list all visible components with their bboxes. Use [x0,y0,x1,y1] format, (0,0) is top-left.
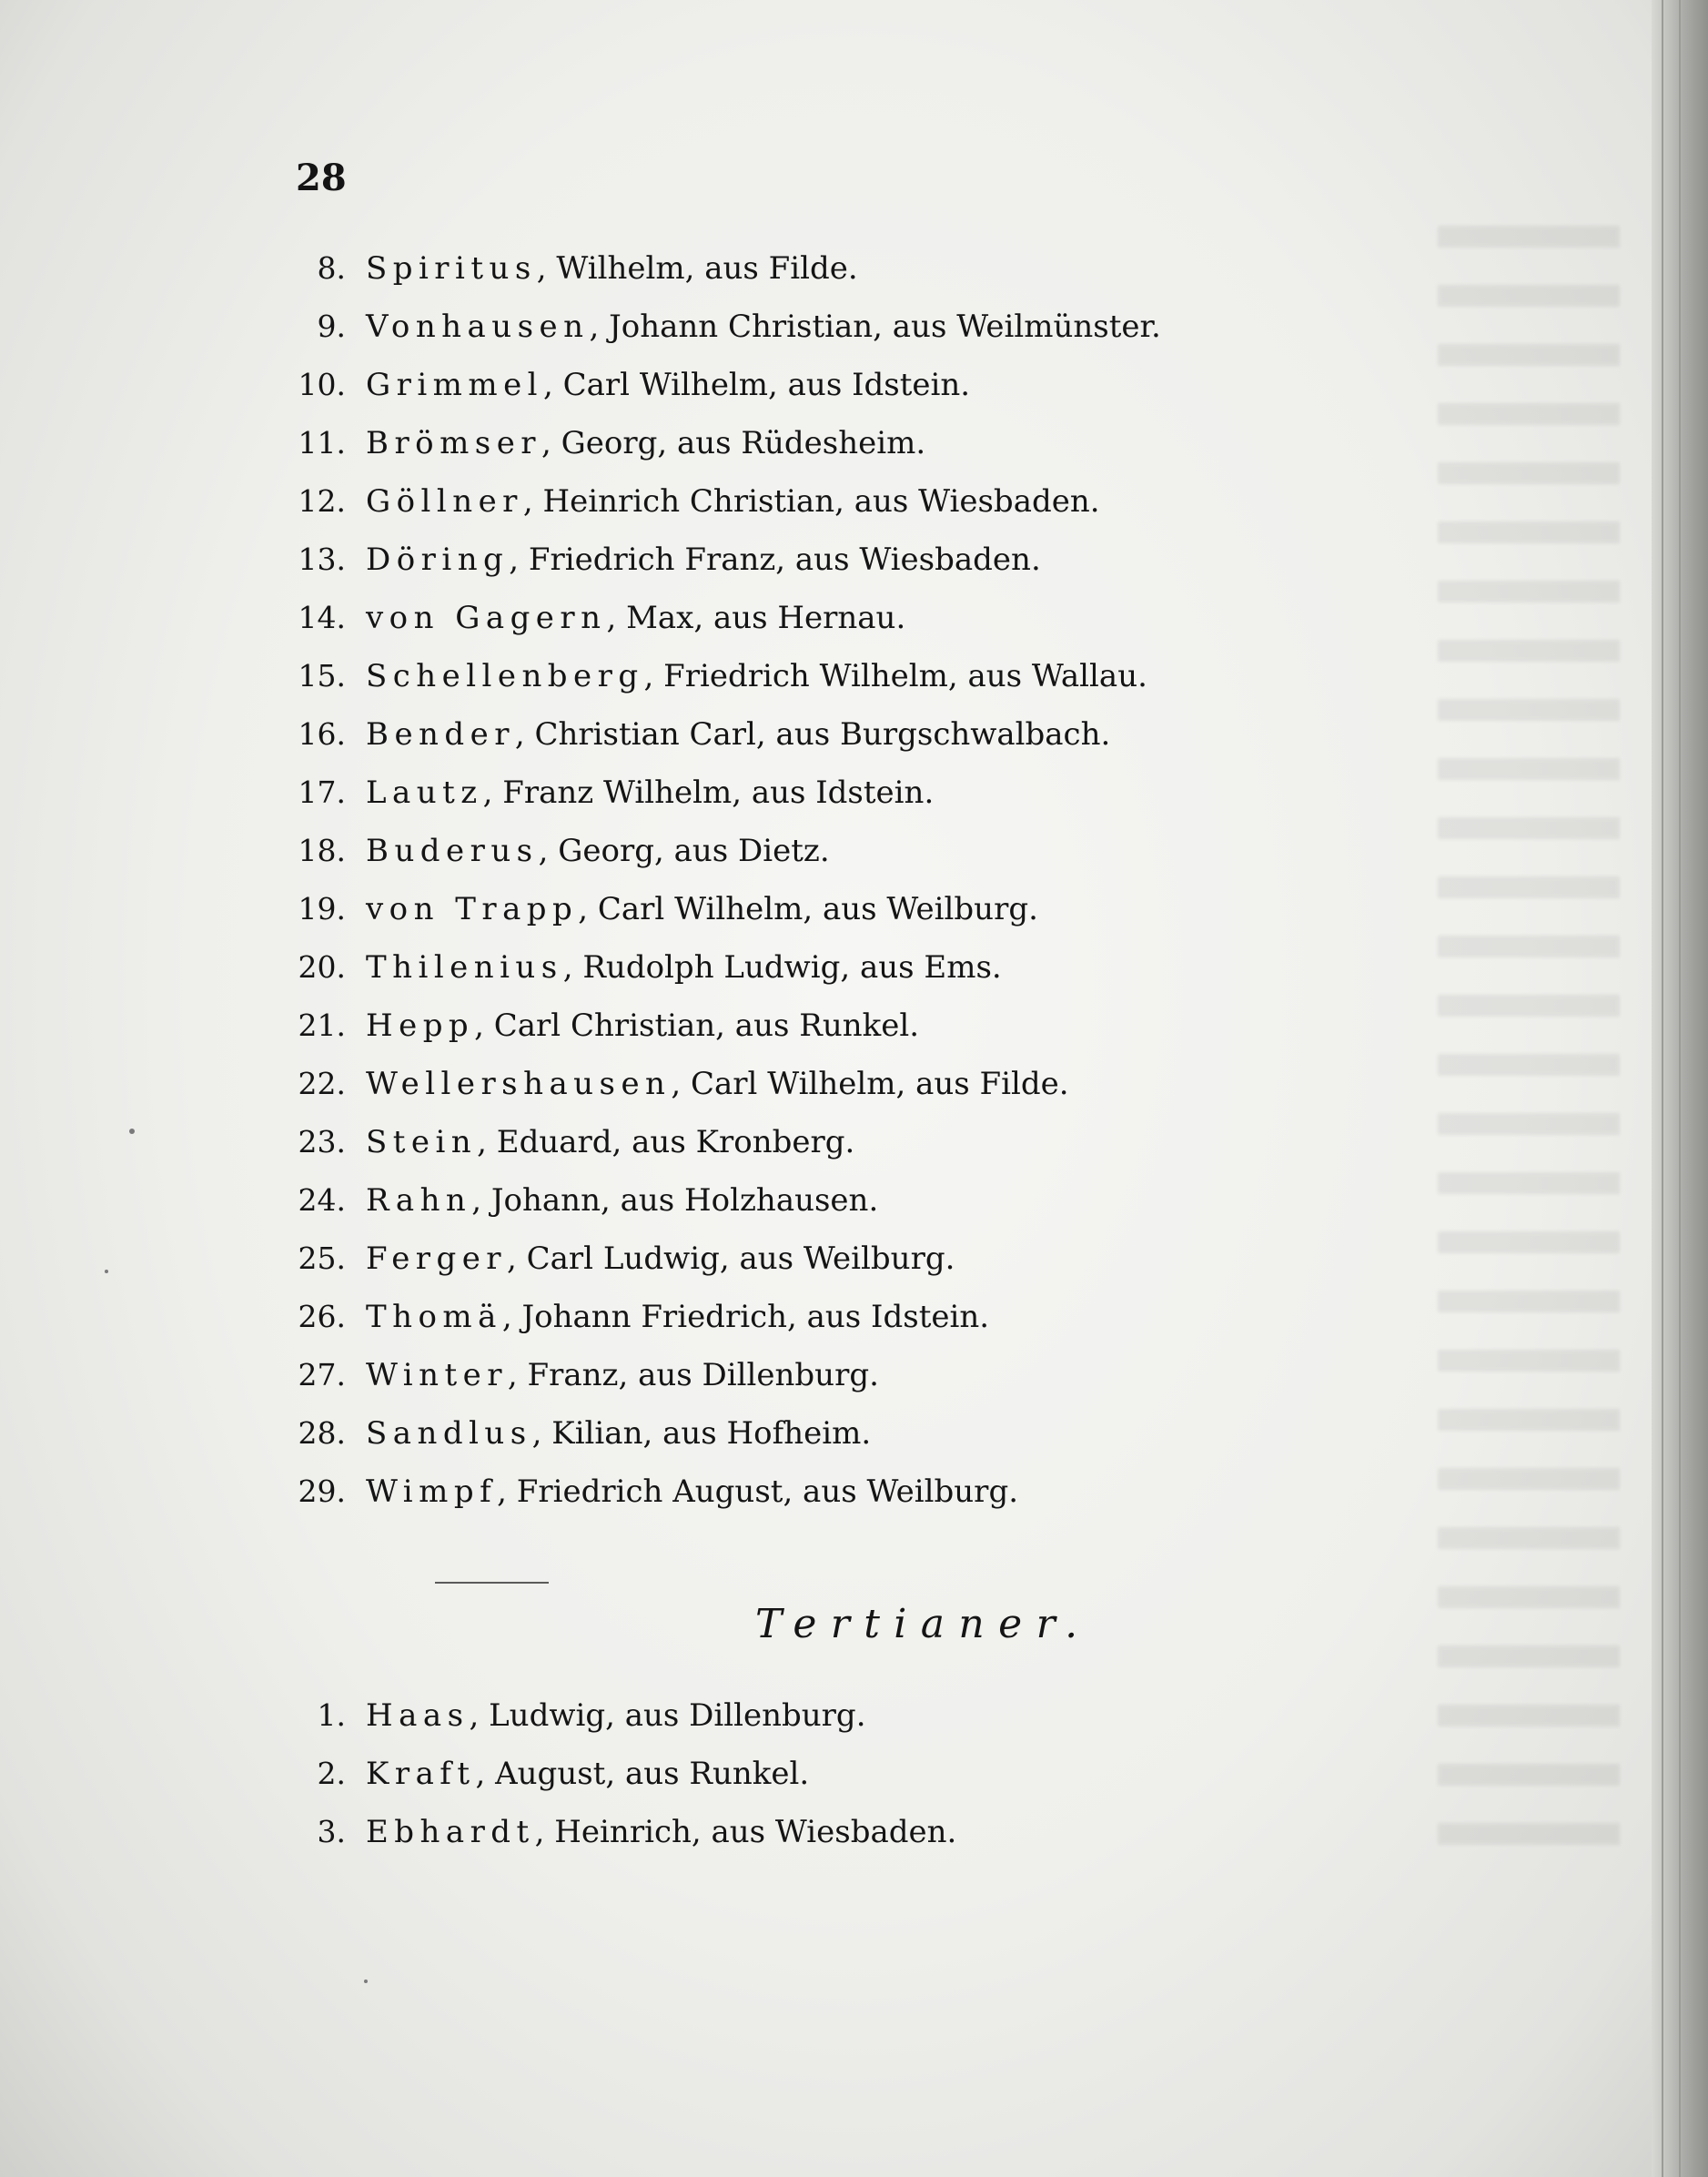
entry-details: , Eduard, aus Kronberg. [477,1124,855,1160]
list-item [273,1352,879,1398]
paper-speck [364,1980,368,1983]
entry-surname: Grimmel [366,367,543,403]
entry-number: 3. [317,1814,346,1849]
list-item [273,1469,1018,1514]
entry-surname: Buderus [366,833,539,869]
entry-surname: Brömser [366,425,541,461]
list-item [273,362,970,408]
section-heading: Tertianer. [755,1601,1092,1647]
entry-details: , Rudolph Ludwig, aus Ems. [562,949,1002,986]
list-item [273,712,1110,757]
bleed-through-text [1438,226,1620,1864]
entry-number: 9. [317,309,346,344]
entry-number: 17. [298,775,346,810]
page-edge-line [1679,0,1681,2177]
entry-surname: Thomä [366,1299,502,1335]
list-item [273,479,1100,524]
entry-surname: Bender [366,716,515,753]
entry-number: 27. [298,1357,346,1392]
entry-surname: Winter [366,1357,508,1393]
entry-surname: von Trapp [366,891,579,927]
paper-speck [105,1270,108,1273]
entry-surname: Göllner [366,483,523,520]
entry-number: 11. [298,425,346,461]
entry-surname: Thilenius [366,949,563,986]
section-divider [435,1582,549,1584]
entry-number: 18. [298,833,346,868]
entry-number: 25. [298,1240,346,1276]
entry-number: 14. [298,600,346,635]
list-item [273,770,934,815]
entry-surname: Schellenberg [366,658,644,694]
entry-number: 23. [298,1124,346,1159]
entry-details: , Carl Wilhelm, aus Idstein. [542,367,971,403]
list-item [273,828,830,874]
list-item [273,886,1038,932]
entry-details: , Franz Wilhelm, aus Idstein. [482,775,935,811]
entry-details: , Friedrich August, aus Weilburg. [497,1473,1019,1510]
entry-details: , Johann Friedrich, aus Idstein. [501,1299,990,1335]
entry-number: 26. [298,1299,346,1334]
entry-surname: Lautz [366,775,483,811]
entry-surname: Sandlus [366,1415,532,1452]
entry-number: 29. [298,1473,346,1509]
entry-surname: Vonhausen [366,309,590,345]
list-item [273,1751,809,1797]
list-item [273,945,1002,990]
entry-surname: Ferger [366,1240,508,1277]
entry-surname: Rahn [366,1182,472,1219]
entry-details: , Franz, aus Dillenburg. [507,1357,879,1393]
entry-surname: Spiritus [366,250,537,287]
entry-surname: Kraft [366,1756,476,1792]
entry-number: 21. [298,1007,346,1043]
entry-number: 12. [298,483,346,519]
entry-surname: Ebhardt [366,1814,535,1850]
list-item [273,1061,1069,1107]
list-item [273,1003,919,1048]
entry-details: , Carl Wilhelm, aus Filde. [671,1066,1069,1102]
entry-details: , Georg, aus Dietz. [538,833,830,869]
list-item [273,537,1041,582]
entry-details: , Ludwig, aus Dillenburg. [469,1697,866,1734]
list-item [273,246,858,291]
entry-details: , Johann Christian, aus Weilmünster. [589,309,1161,345]
list-item [273,1178,878,1223]
entry-details: , Wilhelm, aus Filde. [536,250,858,287]
entry-surname: Döring [366,542,510,578]
entry-details: , Carl Wilhelm, aus Weilburg. [578,891,1038,927]
entry-details: , Georg, aus Rüdesheim. [541,425,926,461]
list-item [273,304,1161,349]
entry-details: , Carl Ludwig, aus Weilburg. [507,1240,955,1277]
entry-details: , Friedrich Wilhelm, aus Wallau. [643,658,1147,694]
page-edge-line [1662,0,1663,2177]
entry-details: , Max, aus Hernau. [606,600,906,636]
entry-details: , Heinrich, aus Wiesbaden. [534,1814,957,1850]
entry-details: , August, aus Runkel. [475,1756,810,1792]
entry-surname: Wellershausen [366,1066,672,1102]
list-item [273,1809,956,1855]
entry-number: 28. [298,1415,346,1451]
entry-surname: Stein [366,1124,478,1160]
list-item [273,1294,989,1340]
entry-number: 19. [298,891,346,926]
entry-number: 20. [298,949,346,985]
entry-details: , Friedrich Franz, aus Wiesbaden. [509,542,1041,578]
entry-details: , Heinrich Christian, aus Wiesbaden. [522,483,1100,520]
entry-surname: Hepp [366,1007,475,1044]
entry-number: 24. [298,1182,346,1218]
paper-speck [129,1129,135,1134]
entry-surname: von Gagern [366,600,607,636]
entry-surname: Haas [366,1697,470,1734]
entry-details: , Kilian, aus Hofheim. [531,1415,872,1452]
entry-details: , Carl Christian, aus Runkel. [474,1007,920,1044]
list-item [273,1693,866,1738]
list-item [273,1411,871,1456]
entry-number: 15. [298,658,346,694]
entry-number: 2. [317,1756,346,1791]
entry-number: 22. [298,1066,346,1101]
entry-number: 16. [298,716,346,752]
entry-surname: Wimpf [366,1473,498,1510]
entry-number: 1. [317,1697,346,1733]
entry-number: 10. [298,367,346,402]
entry-details: , Christian Carl, aus Burgschwalbach. [514,716,1111,753]
page-number: 28 [296,157,347,199]
list-item [273,595,905,641]
entry-details: , Johann, aus Holzhausen. [471,1182,879,1219]
list-item [273,653,1147,699]
list-item [273,1119,854,1165]
entry-number: 13. [298,542,346,577]
list-item [273,420,925,466]
entry-number: 8. [317,250,346,286]
list-item [273,1236,955,1281]
